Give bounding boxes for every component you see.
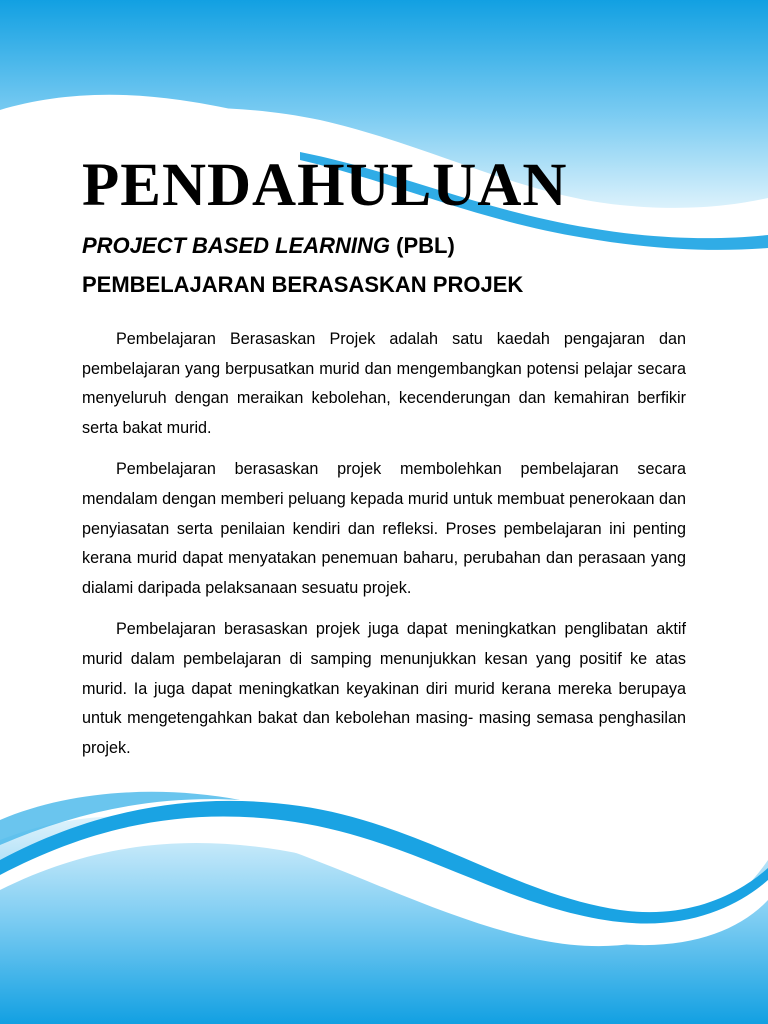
page-title: PENDAHULUAN	[82, 152, 568, 219]
subtitle-line-1	[82, 232, 686, 260]
paragraph-3: Pembelajaran berasaskan projek juga dapat meningkatkan penglibatan aktif murid dalam pembelajaran di samping menunjukkan kesan yang positif ke atas murid. Ia juga dapat meningkatkan keyakinan diri murid kerana mereka berupaya untuk mengetengahkan bakat dan kebolehan masing- masing semasa penghasilan projek.	[82, 620, 686, 757]
body-text	[82, 325, 686, 763]
subtitle-abbrev: (PBL)	[390, 233, 455, 258]
subtitle-line-2: PEMBELAJARAN BERASASKAN PROJEK	[82, 272, 524, 297]
paragraph-2: Pembelajaran berasaskan projek membolehkan pembelajaran secara mendalam dengan memberi peluang kepada murid untuk membuat penerokaan dan penyiasatan serta penilaian kendiri dan refleksi. Proses pembelajaran ini penting kerana murid dapat menyatakan penemuan baharu, perubahan dan perasaan yang dialami daripada pelaksanaan sesuatu projek.	[82, 460, 686, 597]
document-content	[82, 150, 686, 775]
subtitle-italic: PROJECT BASED LEARNING	[82, 233, 391, 258]
paragraph-1: Pembelajaran Berasaskan Projek adalah satu kaedah pengajaran dan pembelajaran yang berpusatkan murid dan mengembangkan potensi pelajar secara menyeluruh dengan meraikan kebolehan, kecenderungan dan kemahiran berfikir serta bakat murid.	[82, 330, 686, 437]
